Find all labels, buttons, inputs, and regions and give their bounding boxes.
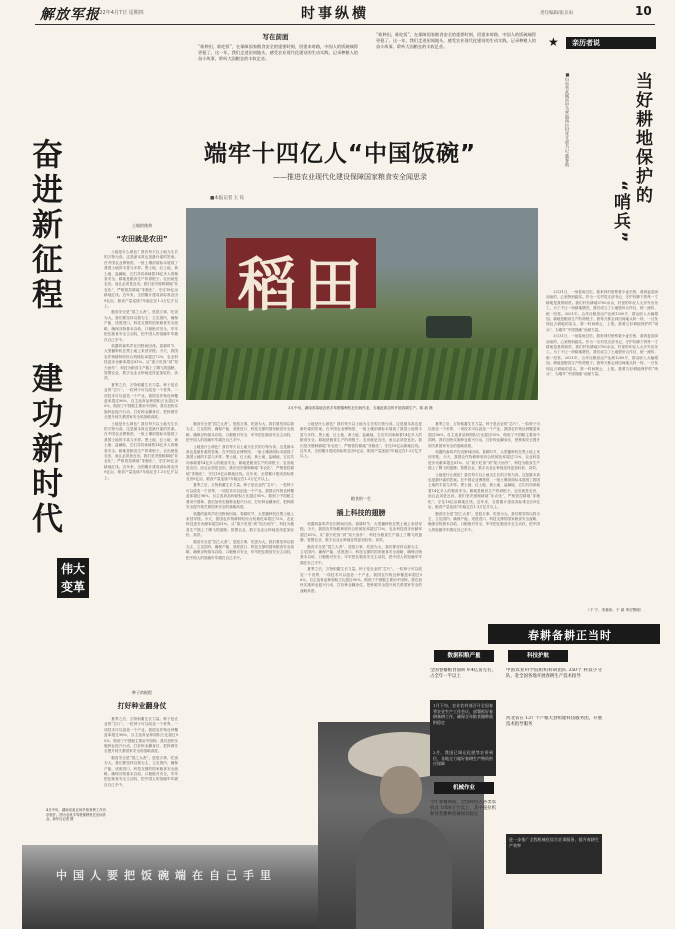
- section-3-heading: 插上科技的翅膀: [336, 509, 386, 517]
- section-1-label: 土地的使命: [132, 223, 152, 228]
- main-photo-caption: 3月中旬，湖南省某地农机手驾驶插秧机在田间作业，当地抢抓农时开展春耕生产。陈 新 摄: [288, 406, 433, 410]
- box-mid-label: 机械作业: [434, 782, 494, 794]
- box-left-item: 1月下旬，农业农村部召开全国春季农业生产工作会议，部署抓好春耕备耕工作，确保全年粮食播种面积稳定: [433, 703, 493, 725]
- column-4-para: 机器的轰鸣声在田野间回荡。春耕时节，大型播种机在黑土地上来回穿梭。今天，我国农作物耕种收综合机械化率超过72%，农业科技进步贡献率超过61%。从“靠天吃饭”到“知天而作”，科技为粮食生产插上了腾飞的翅膀。智慧农业、数字农业让种地变得更加轻松、高效。: [428, 450, 540, 471]
- left-photo-caption: 中国人要把饭碗端在自己手里: [56, 869, 277, 882]
- right-title-1: 当好耕地保护的: [632, 72, 652, 205]
- section-2-para: 夏季之后，万物积蓄生长力量。种子是农业的“芯片”。一粒种子可以改变一个世界，一项技术可以创造一个产业。我国农作物良种覆盖率超过96%，自主选育品种面积占比超过95%，做到了中国粮主要用中国种。我们加快实施种业振兴行动，打好种业翻身仗，把种源安全提升到关系国家安全的战略高度。: [104, 717, 178, 754]
- main-headline: 端牢十四亿人“中国饭碗”: [203, 141, 477, 167]
- box-left-dark: [430, 700, 496, 776]
- column-3-para: 土地是什么颜色？我们每天以土地为生长的万物为食。这是最本真也是最朴素的答案。在中国农业博物馆，一组土壤剖面标本展现了我国土地的丰富与多样。黑土地、红土地、黄土地、盐碱地，它们共同承载着14亿多人的粮食安全。耕地是粮食生产的命根子。农田就是农田，而且必须是良田。我们坚决遏制耕地“非农化”，严格管控耕地“非粮化”，守住18亿亩耕地红线。近年来，全国累计建成高标准农田9亿亩，粮食产量连续7年稳定在1.3万亿斤以上。: [300, 422, 422, 459]
- right-text: [546, 290, 658, 608]
- intro-title: 写在前面: [262, 33, 289, 41]
- intro-box: [188, 30, 542, 132]
- box-left-item: 全国春播粮食面积 9.4亿亩左右，占全年一半以上: [430, 668, 496, 680]
- section-2-heading: 打好种业翻身仗: [117, 702, 167, 710]
- column-3-para: 粮食安全是“国之大者”。悠悠万事，吃饭为大。我们要坚持以我为主、立足国内、确保产能、适度进口、科技支撑的国家粮食安全战略，确保谷物基本自给、口粮绝对安全，牢牢把住粮食安全主动权，把中国人的饭碗牢牢端在自己手中。: [300, 544, 422, 565]
- newspaper-logo: 解放军报: [40, 7, 100, 23]
- section-1-para: 夏季之后，万物积蓄生长力量。种子是农业的“芯片”。一粒种子可以改变一个世界，一项技术可以创造一个产业。我国农作物良种覆盖率超过96%，自主选育品种面积占比超过95%，做到了中国粮主要用中国种。我们加快实施种业振兴行动，打好种业翻身仗，把种源安全提升到关系国家安全的战略高度。: [104, 382, 178, 420]
- box-right-item: 河北省在 137 个产粮大县组建科技服务团，开展技术指导服务: [506, 716, 602, 728]
- headline-subtitle: ——推进农业现代化建设保障国家粮食安全闻思录: [273, 173, 427, 181]
- column-4-para: 粮食安全是“国之大者”。悠悠万事，吃饭为大。我们要坚持以我为主、立足国内、确保产能、适度进口、科技支撑的国家粮食安全战略，确保谷物基本自给、口粮绝对安全，牢牢把住粮食安全主动权，把中国人的饭碗牢牢端在自己手中。: [428, 511, 540, 532]
- slogan-1: 奋进新征程: [26, 138, 62, 313]
- column-3-para: 机器的轰鸣声在田野间回荡。春耕时节，大型播种机在黑土地上来回穿梭。今天，我国农作物耕种收综合机械化率超过72%，农业科技进步贡献率超过61%。从“靠天吃饭”到“知天而作”，科技为粮食生产插上了腾飞的翅膀。智慧农业、数字农业让种地变得更加轻松、高效。: [300, 522, 422, 543]
- column-2-para: 土地是什么颜色？我们每天以土地为生长的万物为食。这是最本真也是最朴素的答案。在中国农业博物馆，一组土壤剖面标本展现了我国土地的丰富与多样。黑土地、红土地、黄土地、盐碱地，它们共同承载着14亿多人的粮食安全。耕地是粮食生产的命根子。农田就是农田，而且必须是良田。我们坚决遏制耕地“非农化”，严格管控耕地“非粮化”，守住18亿亩耕地红线。近年来，全国累计建成高标准农田9亿亩，粮食产量连续7年稳定在1.3万亿斤以上。: [186, 444, 294, 482]
- right-title-2: “哨兵”: [610, 180, 630, 245]
- box-header-text: 春耕备耕正当时: [528, 629, 612, 642]
- left-banner-photo-caption: 4月中旬，湖南省某农场早稻育秧工作有序展开。图为农机手驾驶插秧机在田间作业。新华社记者 摄: [46, 808, 106, 822]
- main-photo: [186, 208, 538, 400]
- star-icon: ★: [548, 35, 559, 49]
- issue-date: 2022年4月7日 星期四: [93, 10, 144, 16]
- box-left-label: 数据积粮产量: [434, 650, 494, 662]
- editor-name: 责任编辑/张京雨: [540, 11, 574, 16]
- slogan-2: 建功新时代: [26, 362, 62, 537]
- box-header: [488, 624, 660, 644]
- left-banner: [22, 130, 92, 690]
- column-2-para: 粮食安全是“国之大者”。悠悠万事，吃饭为大。我们要坚持以我为主、立足国内、确保产能、适度进口、科技支撑的国家粮食安全战略，确保谷物基本自给、口粮绝对安全，牢牢把住粮食安全主动权，把中国人的饭碗牢牢端在自己手中。: [186, 539, 294, 560]
- section-1-para: 土地是什么颜色？我们每天以土地为生长的万物为食。这是最本真也是最朴素的答案。在中国农业博物馆，一组土壤剖面标本展现了我国土地的丰富与多样。黑土地、红土地、黄土地、盐碱地，它们共同承载着14亿多人的粮食安全。耕地是粮食生产的命根子。农田就是农田，而且必须是良田。我们坚决遏制耕地“非农化”，严格管控耕地“非粮化”，守住18亿亩耕地红线。近年来，全国累计建成高标准农田9亿亩，粮食产量连续7年稳定在1.3万亿斤以上。: [104, 421, 178, 480]
- column-4-para: 土地是什么颜色？我们每天以土地为生长的万物为食。这是最本真也是最朴素的答案。在中国农业博物馆，一组土壤剖面标本展现了我国土地的丰富与多样。黑土地、红土地、黄土地、盐碱地，它们共同承载着14亿多人的粮食安全。耕地是粮食生产的命根子。农田就是农田，而且必须是良田。我们坚决遏制耕地“非农化”，严格管控耕地“非粮化”，守住18亿亩耕地红线。近年来，全国累计建成高标准农田9亿亩，粮食产量连续7年稳定在1.3万亿斤以上。: [428, 472, 540, 510]
- column-2-text: [186, 422, 294, 842]
- tag-badge-text: 伟大变革: [60, 562, 85, 594]
- tag-badge: [57, 558, 89, 598]
- column-4-para: 夏季之后，万物积蓄生长力量。种子是农业的“芯片”。一粒种子可以改变一个世界，一项技术可以创造一个产业。我国农作物良种覆盖率超过96%，自主选育品种面积占比超过95%，做到了中国粮主要用中国种。我们加快实施种业振兴行动，打好种业翻身仗，把种源安全提升到关系国家安全的战略高度。: [428, 422, 540, 448]
- intro-text-left: “谁种田，谁吃饭”，在保障国家粮食安全的重要时刻，回望来时路，中国人的饭碗端得更稳了。这一年，我们走进田间地头，感受农业现代化建设的生动实践，记录种粮人的奋斗故事，聆听大国粮仓的丰收足音。: [198, 44, 358, 62]
- page-number: 10: [635, 4, 652, 18]
- section-1-para: 粮食安全是“国之大者”。悠悠万事，吃饭为大。我们要坚持以我为主、立足国内、确保产能、适度进口、科技支撑的国家粮食安全战略，确保谷物基本自给、口粮绝对安全，牢牢把住粮食安全主动权，把中国人的饭碗牢牢端在自己手中。: [104, 310, 178, 342]
- field-rows: [186, 348, 538, 400]
- right-text-para: 3月31日，一场春雨过后，我来到村里察看小麦长势，看到麦苗绿油油的，心里特别踏实。作为一名村党支部书记，守护好脚下的每一寸耕地是我的职责。我们村有耕地3700余亩，村里的年轻人大多外出务工。为了不让一块耕地撂荒，我们成立了土地股份合作社，统一流转、统一经营。2021年，合作社粮食亩产达到1200斤，群众收入大幅增加。耕地是粮食生产的命根子。我每天都会到田间地头转一转，一旦发现乱占耕地的苗头，第一时间制止、上报。我要当好耕地保护的“哨兵”，为端牢“中国饭碗”贡献力量。: [546, 290, 658, 332]
- left-field-photo: [22, 845, 328, 929]
- box-left-item: 2月，我国已调运化肥等农资到位，各地全力做好春耕生产物资供应保障: [433, 750, 493, 767]
- right-note: （于 宁、李嘉伟、于 斌 采访整理）: [586, 608, 644, 612]
- section-1-para: 土地是什么颜色？我们每天以土地为生长的万物为食。这是最本真也是最朴素的答案。在中国农业博物馆，一组土壤剖面标本展现了我国土地的丰富与多样。黑土地、红土地、黄土地、盐碱地，它们共同承载着14亿多人的粮食安全。耕地是粮食生产的命根子。农田就是农田，而且必须是良田。我们坚决遏制耕地“非农化”，严格管控耕地“非粮化”，守住18亿亩耕地红线。近年来，全国累计建成高标准农田9亿亩，粮食产量连续7年稳定在1.3万亿斤以上。: [104, 250, 178, 309]
- box-right-label: 科技护航: [508, 650, 568, 662]
- section-2-para: 粮食安全是“国之大者”。悠悠万事，吃饭为大。我们要坚持以我为主、立足国内、确保产能、适度进口、科技支撑的国家粮食安全战略，确保谷物基本自给、口粮绝对安全，牢牢把住粮食安全主动权，把中国人的饭碗牢牢端在自己手中。: [104, 755, 178, 787]
- column-3-text: [300, 422, 422, 470]
- box-mid-text: 今年春播期间，全国将投入各类农机具 1000万台以上，其中拖拉机和各类播种机械保持稳定: [430, 800, 496, 818]
- section-title: 时事纵横: [301, 6, 369, 22]
- section-1-para: 机器的轰鸣声在田野间回荡。春耕时节，大型播种机在黑土地上来回穿梭。今天，我国农作物耕种收综合机械化率超过72%，农业科技进步贡献率超过61%。从“靠天吃饭”到“知天而作”，科技为粮食生产插上了腾飞的翅膀。智慧农业、数字农业让种地变得更加轻松、高效。: [104, 343, 178, 381]
- section-1-heading: “农田就是农田”: [116, 235, 168, 243]
- masthead-rule: [35, 24, 655, 25]
- face-shape: [380, 766, 422, 814]
- box-right-item: 中国农业科学院组织科研团队 350个 科技小分队，赴全国各地开展春耕生产技术指导: [506, 668, 602, 680]
- column-2-para: 机器的轰鸣声在田野间回荡。春耕时节，大型播种机在黑土地上来回穿梭。今天，我国农作物耕种收综合机械化率超过72%，农业科技进步贡献率超过61%。从“靠天吃饭”到“知天而作”，科技为粮食生产插上了腾飞的翅膀。智慧农业、数字农业让种地变得更加轻松、高效。: [186, 511, 294, 538]
- right-author: ■山东省武城县甲马营镇西拉村党支部书记 董春霞: [565, 72, 570, 167]
- section-2-label: 种子的根程: [132, 690, 152, 695]
- byline: ■本报记者 王 钰: [210, 196, 245, 201]
- section-1-text: [104, 250, 178, 630]
- tractor-shape: [426, 316, 472, 338]
- intro-text-right: “谁种田，谁吃饭”，在保障国家粮食安全的重要时刻，回望来时路，中国人的饭碗端得更稳了。这一年，我们走进田间地头，感受农业现代化建设的生动实践，记录种粮人的奋斗故事，聆听大国粮仓的丰收足音。: [376, 32, 536, 50]
- column-2-para: 夏季之后，万物积蓄生长力量。种子是农业的“芯片”。一粒种子可以改变一个世界，一项技术可以创造一个产业。我国农作物良种覆盖率超过96%，自主选育品种面积占比超过95%，做到了中国粮主要用中国种。我们加快实施种业振兴行动，打好种业翻身仗，把种源安全提升到关系国家安全的战略高度。: [186, 483, 294, 510]
- section-3-label: 粮食的一生: [351, 496, 371, 501]
- column-2-para: 粮食安全是“国之大者”。悠悠万事，吃饭为大。我们要坚持以我为主、立足国内、确保产能、适度进口、科技支撑的国家粮食安全战略，确保谷物基本自给、口粮绝对安全，牢牢把住粮食安全主动权，把中国人的饭碗牢牢端在自己手中。: [186, 422, 294, 443]
- sign-text: 稻田: [238, 251, 371, 319]
- section-2-text: [104, 717, 178, 837]
- right-column: [546, 30, 661, 620]
- column-3-para: 夏季之后，万物积蓄生长力量。种子是农业的“芯片”。一粒种子可以改变一个世界，一项技术可以创造一个产业。我国农作物良种覆盖率超过96%，自主选育品种面积占比超过95%，做到了中国粮主要用中国种。我们加快实施种业振兴行动，打好种业翻身仗，把种源安全提升到关系国家安全的战略高度。: [300, 567, 422, 593]
- box-right-dark: [506, 834, 602, 874]
- right-tag: 亲历者说: [566, 37, 656, 49]
- bottom-info-box: [430, 624, 660, 929]
- box-right-item: 进一步推广全程机械化综合农事服务，提升春耕生产效率: [509, 837, 599, 848]
- right-text-para: 3月31日，一场春雨过后，我来到村里察看小麦长势，看到麦苗绿油油的，心里特别踏实。作为一名村党支部书记，守护好脚下的每一寸耕地是我的职责。我们村有耕地3700余亩，村里的年轻人大多外出务工。为了不让一块耕地撂荒，我们成立了土地股份合作社，统一流转、统一经营。2021年，合作社粮食亩产达到1200斤，群众收入大幅增加。耕地是粮食生产的命根子。我每天都会到田间地头转一转，一旦发现乱占耕地的苗头，第一时间制止、上报。我要当好耕地保护的“哨兵”，为端牢“中国饭碗”贡献力量。: [546, 334, 658, 377]
- masthead: [0, 0, 675, 28]
